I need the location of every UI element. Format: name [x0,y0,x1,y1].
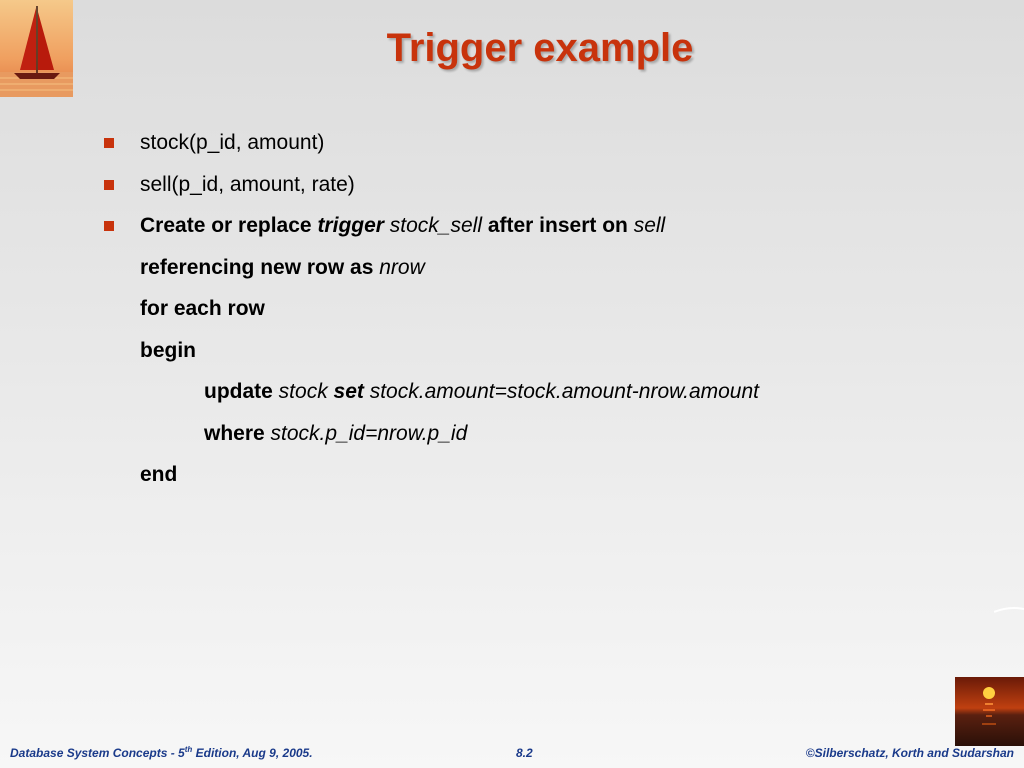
square-bullet-icon [104,138,114,148]
code-line [104,460,984,502]
bullet-text: sell(p_id, amount, rate) [140,172,355,196]
footer-copyright: ©Silberschatz, Korth and Sudarshan [805,746,1014,760]
expression: stock.p_id=nrow.p_id [264,421,468,445]
code-line [104,294,984,336]
keyword: after insert on [482,214,634,237]
slide-title: Trigger example [386,26,694,70]
code-line [140,211,665,241]
slide-body [104,128,984,502]
list-item [104,170,984,212]
keyword: where [204,421,265,445]
code-line [104,253,984,295]
keyword: set [333,380,364,403]
expression: stock.amount=stock.amount-nrow.amount [363,380,760,403]
bullet-text: stock(p_id, amount) [140,131,325,154]
list-item [104,128,984,170]
code-line [104,419,984,461]
keyword: update [204,380,273,403]
decorative-swoosh [994,606,1024,616]
keyword: trigger [317,214,384,237]
code-line [104,336,984,378]
footer-page-number: 8.2 [516,746,533,760]
square-bullet-icon [104,221,114,231]
keyword: begin [140,338,196,362]
footer [0,746,1024,764]
identifier: nrow [379,255,425,279]
keyword: for each row [140,297,265,320]
square-bullet-icon [104,180,114,190]
sunset-sea-image [955,677,1024,746]
identifier: sell [633,214,666,237]
identifier: stock_sell [383,214,482,237]
code-line [104,377,984,419]
identifier: stock [272,380,334,403]
keyword: end [140,463,178,486]
footer-book-info: Database System Concepts - 5th Edition, Aug 9, 2005. [10,745,313,760]
keyword: Create or replace [140,214,318,237]
keyword: referencing new row as [140,255,380,279]
list-item [104,211,984,253]
